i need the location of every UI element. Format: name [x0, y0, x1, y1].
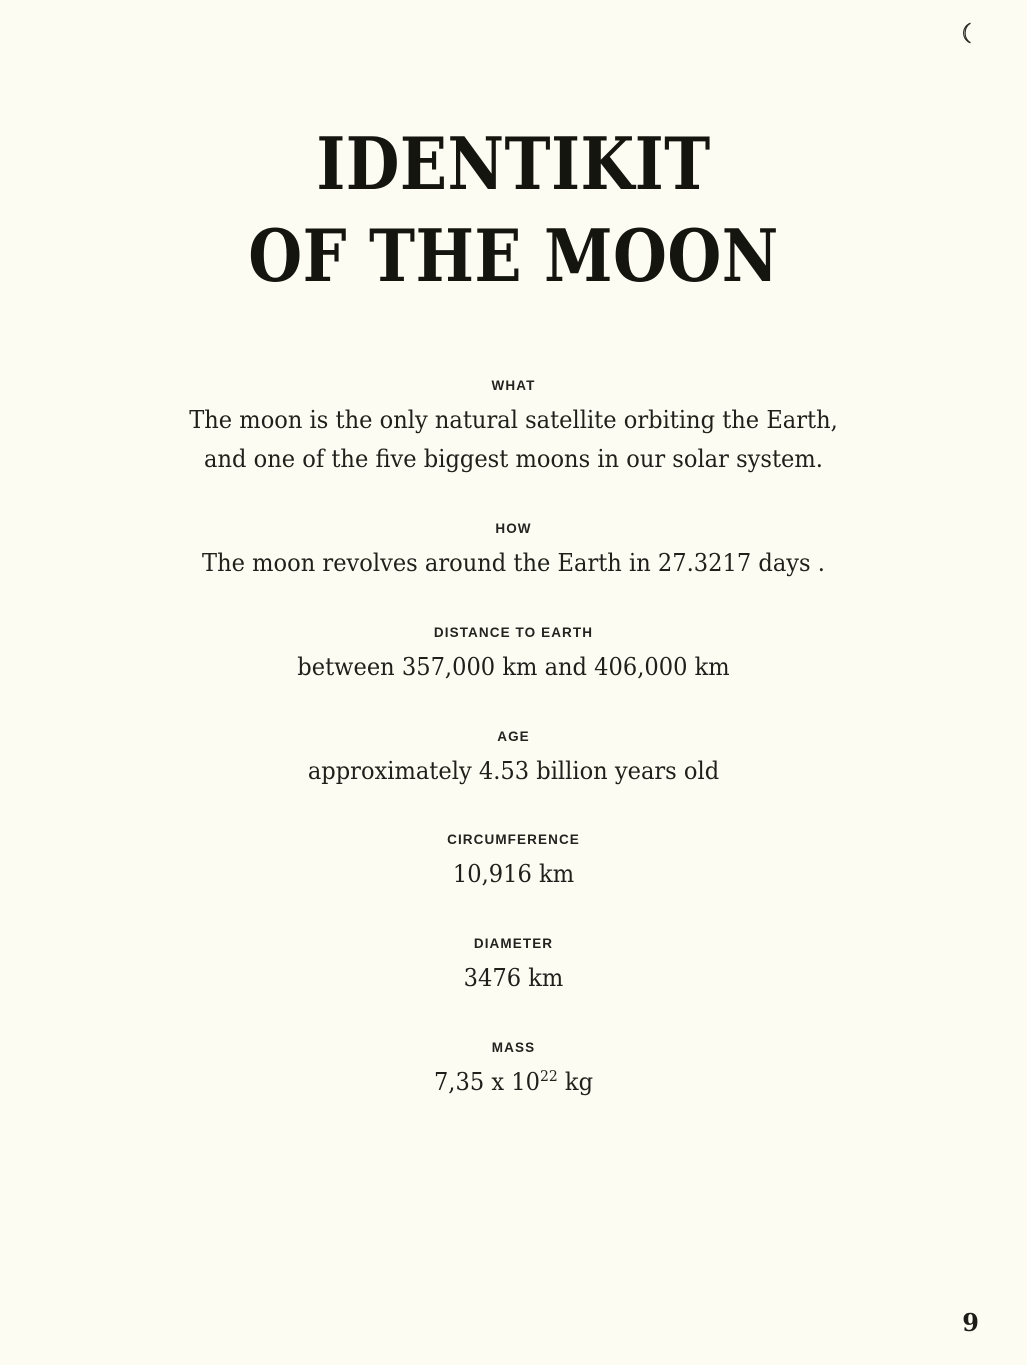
fact-value	[31, 648, 996, 687]
page-title	[0, 118, 1027, 302]
fact-what	[0, 378, 1027, 479]
fact-label: HOW	[495, 520, 532, 536]
fact-age	[0, 729, 1027, 791]
fact-label: DISTANCE TO EARTH	[433, 624, 594, 640]
fact-value	[31, 1063, 996, 1102]
fact-value-line: and one of the five biggest moons in our solar system.	[204, 444, 823, 473]
fact-label: MASS	[491, 1040, 536, 1056]
fact-value	[31, 752, 996, 791]
mass-unit: kg	[557, 1068, 594, 1097]
fact-label: AGE	[497, 728, 530, 744]
mass-exponent: 22	[539, 1067, 558, 1086]
title-line-2: OF THE MOON	[248, 213, 779, 299]
page-number: 9	[962, 1308, 979, 1337]
fact-label: WHAT	[491, 378, 536, 393]
fact-value-line: The moon is the only natural satellite orbiting the Earth,	[189, 406, 838, 434]
fact-value-line: 3476 km	[463, 964, 564, 993]
fact-value-line: The moon revolves around the Earth in 27.3217 days .	[202, 548, 825, 577]
fact-value	[31, 401, 996, 479]
fact-value-line: 10,916 km	[452, 860, 575, 889]
fact-mass	[0, 1040, 1027, 1102]
crescent-moon-icon	[953, 20, 979, 46]
fact-value	[31, 855, 996, 894]
mass-mantissa: 7,35 x 10	[433, 1068, 540, 1097]
fact-value-line: between 357,000 km and 406,000 km	[297, 652, 730, 681]
fact-distance-to-earth	[0, 625, 1027, 687]
title-line-1: IDENTIKIT	[316, 121, 711, 206]
fact-value	[31, 959, 996, 998]
fact-circumference	[0, 832, 1027, 894]
fact-list	[0, 378, 1027, 1144]
fact-diameter	[0, 936, 1027, 998]
fact-value-line	[31, 1063, 996, 1102]
fact-label: CIRCUMFERENCE	[447, 832, 580, 848]
fact-value	[31, 544, 996, 583]
fact-value-line: approximately 4.53 billion years old	[307, 756, 720, 785]
fact-how	[0, 521, 1027, 583]
fact-label: DIAMETER	[473, 936, 554, 952]
